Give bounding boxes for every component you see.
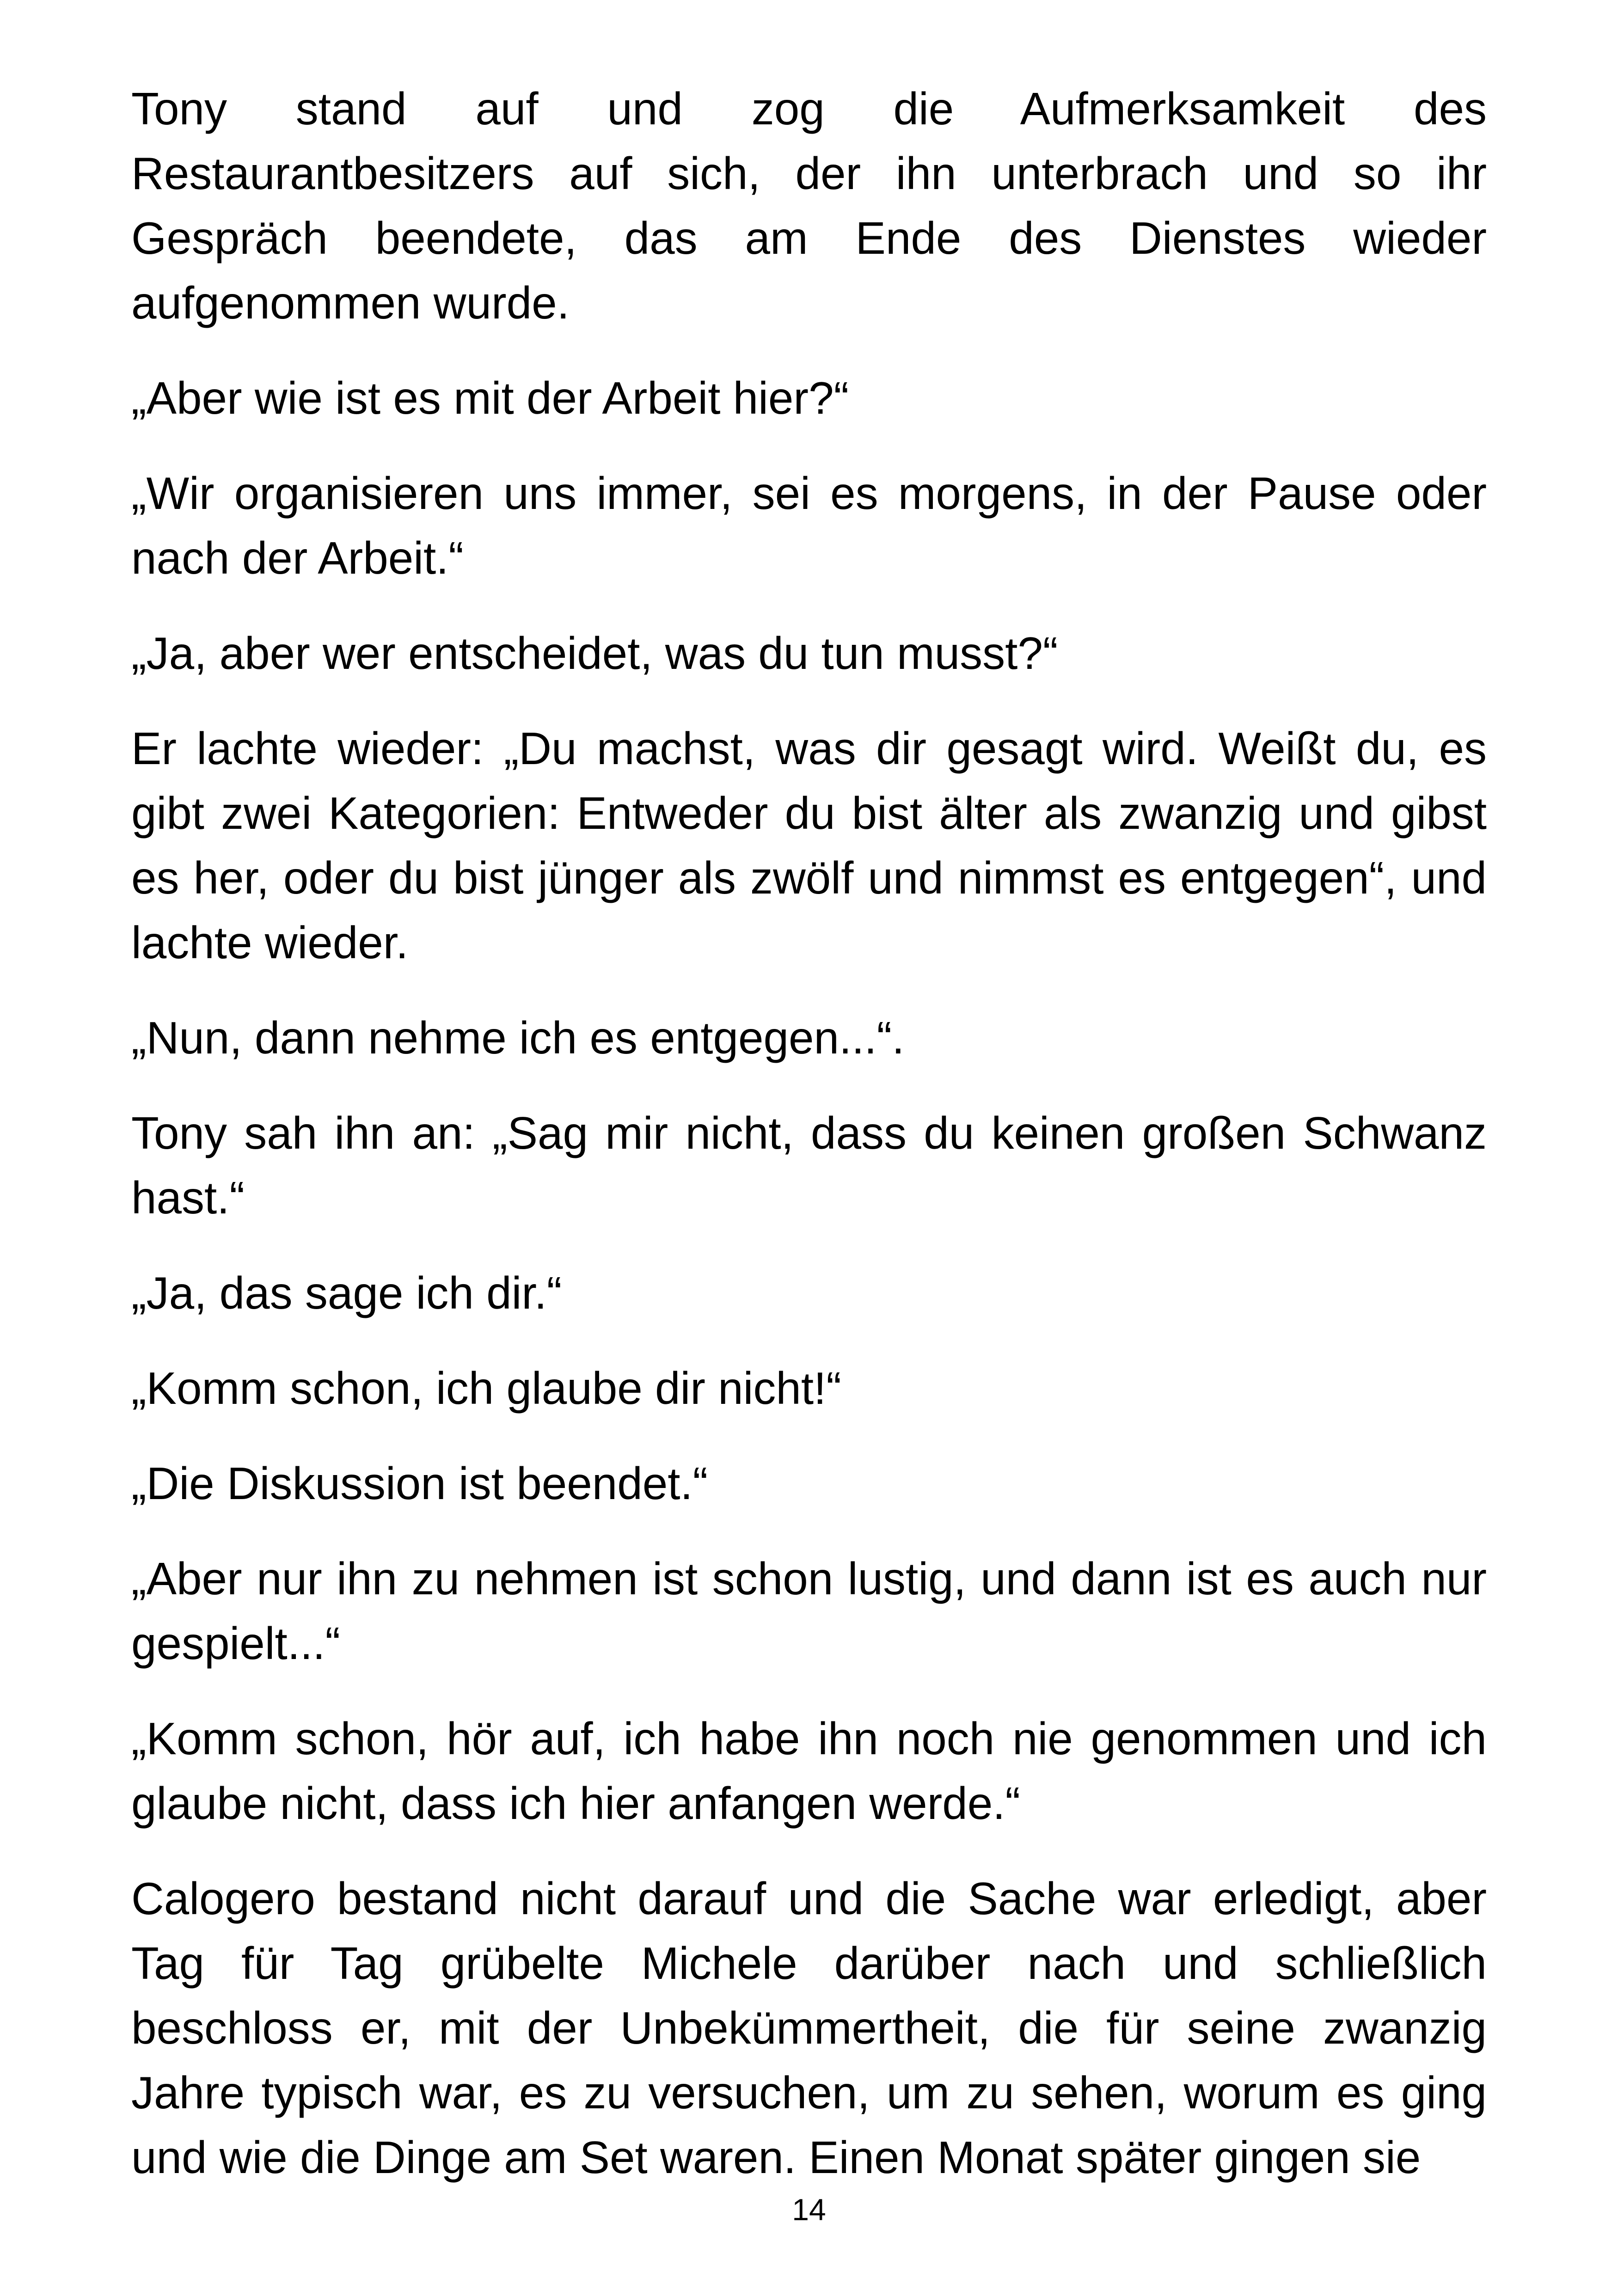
paragraph: „Die Diskussion ist beendet.“ bbox=[131, 1458, 708, 1509]
paragraph: „Ja, aber wer entscheidet, was du tun musst?“ bbox=[131, 628, 1058, 679]
paragraph: Er lachte wieder: „Du machst, was dir gesagt wird. Weißt du, es gibt zwei Kategorien: Entweder du bist älter als zwanzig und gibst es her, oder du bist jünger als zwölf und nimmst es entgegen“, und lachte wieder. bbox=[131, 723, 1487, 968]
page-number: 14 bbox=[792, 2192, 826, 2227]
paragraph: „Ja, das sage ich dir.“ bbox=[131, 1267, 562, 1318]
paragraph: „Komm schon, ich glaube dir nicht!“ bbox=[131, 1363, 841, 1414]
body-text bbox=[131, 76, 1487, 2220]
paragraph: Tony stand auf und zog die Aufmerksamkeit des Restaurantbesitzers auf sich, der ihn unterbrach und so ihr Gespräch beendete, das am Ende des Dienstes wieder aufgenommen wurde. bbox=[131, 83, 1487, 328]
paragraph: „Aber nur ihn zu nehmen ist schon lustig, und dann ist es auch nur gespielt...“ bbox=[131, 1553, 1487, 1669]
paragraph: „Komm schon, hör auf, ich habe ihn noch nie genommen und ich glaube nicht, dass ich hier anfangen werde.“ bbox=[131, 1713, 1487, 1829]
paragraph: „Aber wie ist es mit der Arbeit hier?“ bbox=[131, 373, 849, 423]
paragraph: „Wir organisieren uns immer, sei es morgens, in der Pause oder nach der Arbeit.“ bbox=[131, 468, 1487, 583]
paragraph: Calogero bestand nicht darauf und die Sache war erledigt, aber Tag für Tag grübelte Michele darüber nach und schließlich beschloss er, mit der Unbekümmertheit, die für seine zwanzig Jahre typisch war, es zu versuchen, um zu sehen, worum es ging und wie die Dinge am Set waren. Einen Monat später gingen sie bbox=[131, 1873, 1487, 2183]
paragraph: „Nun, dann nehme ich es entgegen...“. bbox=[131, 1012, 905, 1063]
paragraph: Tony sah ihn an: „Sag mir nicht, dass du keinen großen Schwanz hast.“ bbox=[131, 1108, 1487, 1223]
